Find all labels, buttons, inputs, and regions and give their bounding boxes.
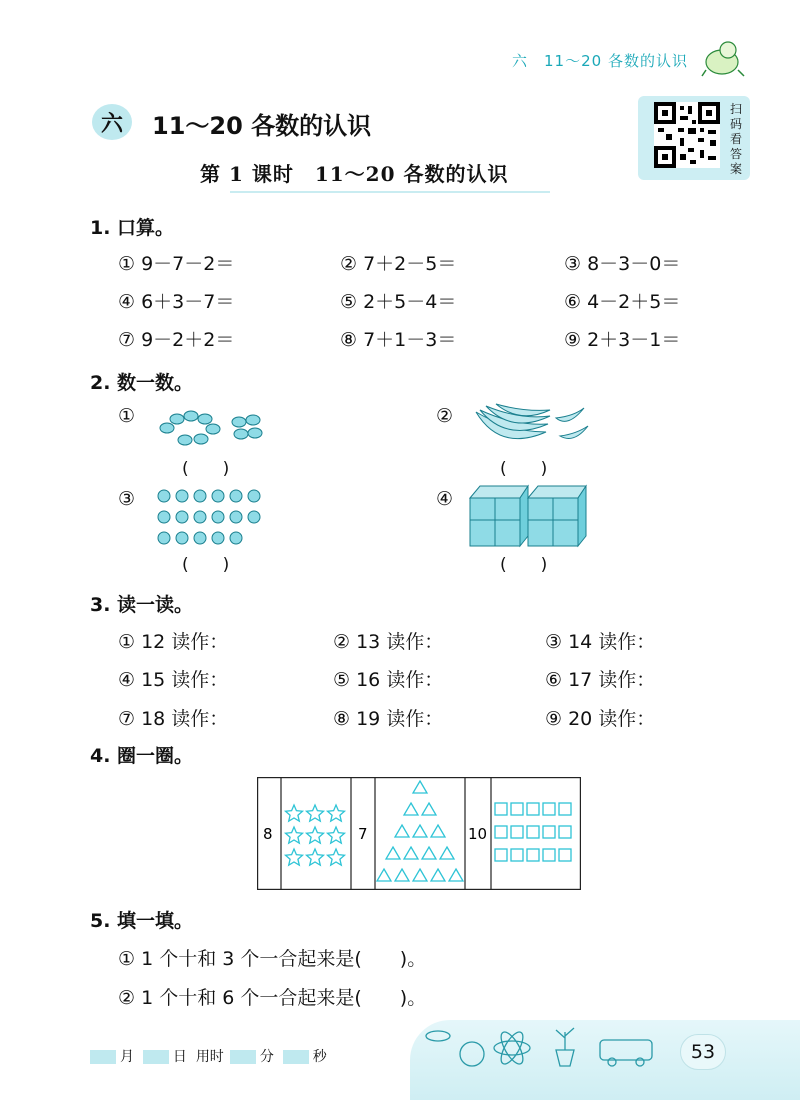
mental-math-item: ③ 8－3－0＝ (564, 253, 681, 275)
date-time-line: 月 日 用时 分 秒 (90, 1046, 327, 1066)
section-2-title: 2. 数一数。 (90, 372, 194, 394)
read-number-item: ② 13 读作： (333, 631, 444, 653)
triangle-icon (431, 869, 445, 881)
read-number-item: ① 12 读作： (118, 631, 229, 653)
square-icon (527, 826, 539, 838)
triangle-icon (440, 847, 454, 859)
square-icon (543, 826, 555, 838)
count-8: 8 (263, 825, 273, 843)
triangle-icon (386, 847, 400, 859)
square-icon (495, 803, 507, 815)
count-label-4: ④ (436, 488, 454, 510)
circles-picture (155, 488, 267, 548)
lesson-title: 第 1 课时 11～20 各数的认识 (200, 162, 509, 186)
mental-math-item: ⑨ 2＋3－1＝ (564, 329, 681, 351)
mascot-icon (700, 36, 746, 78)
read-number-item: ⑦ 18 读作： (118, 708, 229, 730)
atom-icon (494, 1029, 530, 1067)
mental-math-item: ⑦ 9－2＋2＝ (118, 329, 235, 351)
fill-blank-item[interactable]: ② 1 个十和 6 个一合起来是( )。 (118, 987, 427, 1009)
second-box[interactable] (283, 1050, 309, 1064)
square-icon (495, 826, 507, 838)
star-icon (328, 805, 345, 821)
mental-math-item: ② 7＋2－5＝ (340, 253, 457, 275)
ufo-icon (426, 1031, 450, 1041)
section-4-title: 4. 圈一圈。 (90, 745, 194, 767)
ovals-picture (155, 408, 270, 448)
gift-boxes-picture (466, 480, 590, 548)
day-box[interactable] (143, 1050, 169, 1064)
star-icon (328, 827, 345, 843)
square-icon (511, 826, 523, 838)
section-1-title: 1. 口算。 (90, 217, 175, 239)
month-box[interactable] (90, 1050, 116, 1064)
square-icon (511, 803, 523, 815)
star-icon (307, 805, 324, 821)
section-5-title: 5. 填一填。 (90, 910, 194, 932)
square-icon (527, 849, 539, 861)
mental-math-item: ⑧ 7＋1－3＝ (340, 329, 457, 351)
star-icon (307, 849, 324, 865)
triangle-icon (404, 803, 418, 815)
count-label-3: ③ (118, 488, 136, 510)
section-3-title: 3. 读一读。 (90, 594, 194, 616)
triangle-icon (422, 803, 436, 815)
triangle-icon (395, 869, 409, 881)
answer-blank[interactable]: ( ) (182, 459, 230, 479)
read-number-item: ③ 14 读作： (545, 631, 656, 653)
triangle-icon (404, 847, 418, 859)
count-7: 7 (358, 825, 368, 843)
square-icon (495, 849, 507, 861)
star-icon (286, 827, 303, 843)
triangle-icon (377, 869, 391, 881)
scan-for-answers-label: 扫码看答案 (729, 102, 742, 176)
answer-blank[interactable]: ( ) (182, 555, 230, 575)
page-number: 53 (680, 1034, 726, 1070)
lesson-title-underline (230, 191, 550, 193)
count-label-2: ② (436, 405, 454, 427)
read-number-item: ⑨ 20 读作： (545, 708, 656, 730)
unit-title: 11～20 各数的认识 (152, 112, 372, 140)
fill-blank-item[interactable]: ① 1 个十和 3 个一合起来是( )。 (118, 948, 427, 970)
triangle-icon (422, 847, 436, 859)
bus-icon (600, 1040, 652, 1066)
square-icon (559, 803, 571, 815)
triangle-icon (395, 825, 409, 837)
minute-box[interactable] (230, 1050, 256, 1064)
mental-math-item: ④ 6＋3－7＝ (118, 291, 235, 313)
triangle-icon (413, 781, 427, 793)
count-label-1: ① (118, 405, 136, 427)
read-number-item: ⑥ 17 读作： (545, 669, 656, 691)
star-icon (286, 805, 303, 821)
read-number-item: ⑧ 19 读作： (333, 708, 444, 730)
square-icon (527, 803, 539, 815)
mental-math-item: ⑥ 4－2＋5＝ (564, 291, 681, 313)
squares-group (495, 803, 571, 861)
star-icon (286, 849, 303, 865)
triangle-icon (431, 825, 445, 837)
count-10: 10 (468, 825, 488, 843)
read-number-item: ⑤ 16 读作： (333, 669, 444, 691)
footer-illustrations (420, 1022, 670, 1068)
unit-badge: 六 (92, 104, 132, 140)
square-icon (543, 849, 555, 861)
triangle-icon (413, 825, 427, 837)
star-icon (307, 827, 324, 843)
answer-blank[interactable]: ( ) (500, 459, 548, 479)
mental-math-item: ⑤ 2＋5－4＝ (340, 291, 457, 313)
stars-group (286, 805, 345, 865)
running-header: 六 11～20 各数的认识 (512, 52, 688, 70)
triangles-group (377, 781, 463, 881)
star-icon (328, 849, 345, 865)
globe-icon (460, 1042, 484, 1066)
answer-blank[interactable]: ( ) (500, 555, 548, 575)
triangle-icon (449, 869, 463, 881)
circle-shapes-table (257, 777, 581, 890)
bananas-picture (470, 402, 590, 450)
mental-math-item: ① 9－7－2＝ (118, 253, 235, 275)
square-icon (559, 849, 571, 861)
square-icon (543, 803, 555, 815)
read-number-item: ④ 15 读作： (118, 669, 229, 691)
triangle-icon (413, 869, 427, 881)
potted-plant-icon (556, 1028, 574, 1066)
square-icon (511, 849, 523, 861)
square-icon (559, 826, 571, 838)
qr-code-icon[interactable] (654, 102, 720, 168)
